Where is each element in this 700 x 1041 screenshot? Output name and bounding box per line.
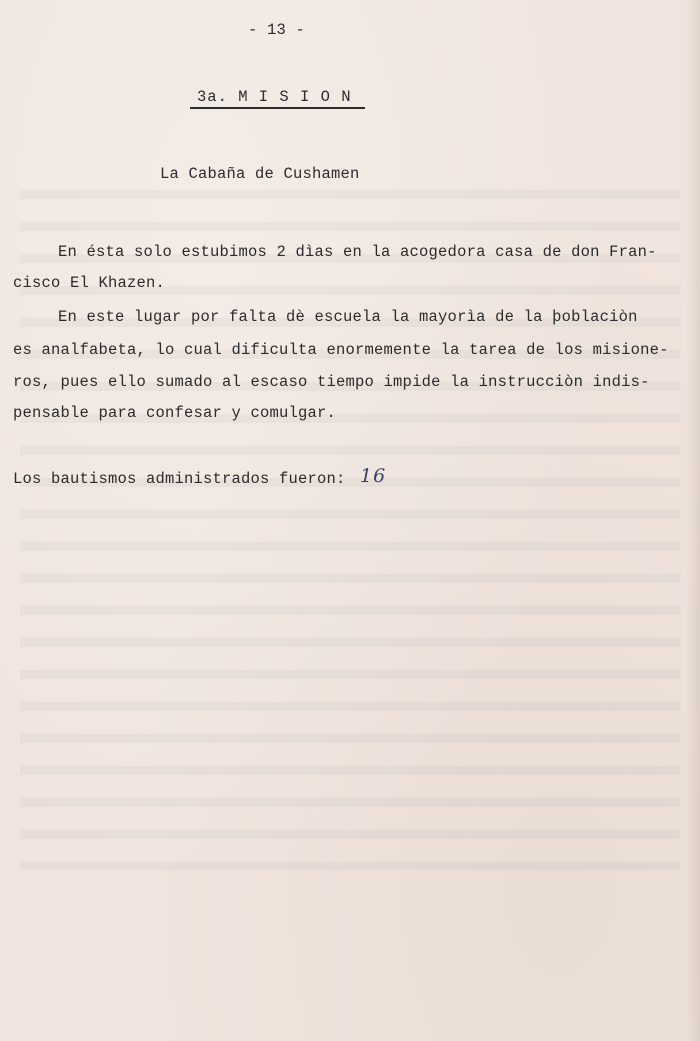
baptisms-label: Los bautismos administrados fueron:: [13, 470, 346, 488]
section-subtitle: La Cabaña de Cushamen: [160, 165, 360, 183]
section-heading: 3a. M I S I O N: [197, 88, 352, 106]
body-line: En este lugar por falta dè escuela la mayorìa de la þoblaciòn: [58, 308, 638, 326]
body-line: es analfabeta, lo cual dificulta enormemente la tarea de los misione-: [13, 341, 669, 359]
baptisms-count-handwritten: 16: [360, 465, 387, 487]
body-line: cisco El Khazen.: [13, 274, 166, 292]
body-line: ros, pues ello sumado al escaso tiempo impide la instrucciòn indis-: [13, 373, 650, 391]
page-number: - 13 -: [248, 21, 306, 39]
page-edge-shadow: [686, 0, 700, 1041]
heading-underline: [190, 107, 365, 109]
body-line: En ésta solo estubimos 2 dìas en la acogedora casa de don Fran-: [58, 243, 657, 261]
body-line: pensable para confesar y comulgar.: [13, 404, 337, 422]
